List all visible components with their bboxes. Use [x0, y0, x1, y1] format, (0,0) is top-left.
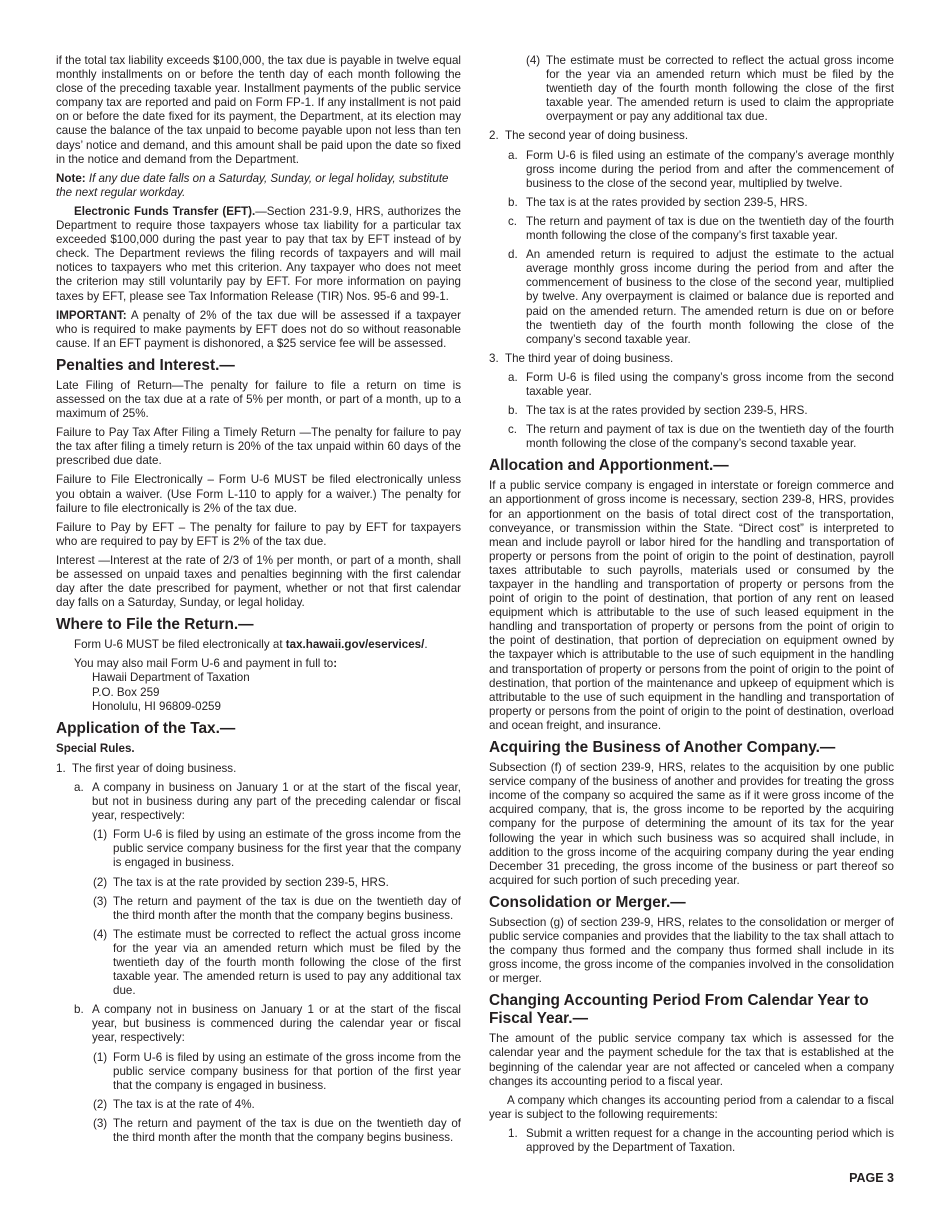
list-label: a. — [74, 780, 84, 794]
list-label: a. — [508, 148, 518, 162]
list-label: 1. — [508, 1126, 518, 1140]
list-label: b. — [508, 404, 518, 418]
list-text: The return and payment of the tax is due on the twentieth day of the third month after the month that the company begins business. — [113, 1116, 461, 1144]
acquiring-paragraph: Subsection (f) of section 239-9, HRS, relates to the acquisition by one public service company of the business of another and provides for treating the gross income of the company so acquired the same as if it were gross income of the acquired company, that is, the gross income to be reported by the acquiring company for the purpose of determining the amount of its tax for the year following the year in which such business was so acquired shall include, in addition to the gross income of the acquiring company during the year ending December 31 preceding, the gross income of the business or part thereof so acquired for such portion of such preceding year. — [489, 761, 894, 887]
list-text: A company not in business on January 1 or at the start of the fiscal year, but business is commenced during the calendar year or fiscal year, respectively: — [92, 1003, 461, 1045]
list-item-1b2 — [56, 1098, 461, 1112]
important-text: A penalty of 2% of the tax due will be assessed if a taxpayer who is required to make payments by EFT does not do so without reasonable cause. If an EFT payment is dishonored, a $25 service fee will be assessed. — [56, 308, 461, 350]
eft-paragraph — [56, 205, 461, 304]
list-label: (1) — [93, 1050, 108, 1064]
consolidation-heading: Consolidation or Merger.— — [489, 893, 686, 911]
page-number: PAGE 3 — [849, 1171, 894, 1185]
list-text: Form U-6 is filed using the company’s gross income from the second taxable year. — [526, 370, 894, 398]
list-text: The return and payment of tax is due on the twentieth day of the fourth month following the close of the company’s second taxable year. — [526, 423, 894, 451]
requirement-item-1 — [489, 1127, 894, 1155]
address-line-2: P.O. Box 259 — [92, 685, 160, 699]
list-item-2c — [489, 215, 894, 243]
list-label: a. — [508, 370, 518, 384]
consolidation-paragraph: Subsection (g) of section 239-9, HRS, relates to the consolidation or merger of public service companies and provides that the liability to the tax shall attach to the company thus formed and the company thus formed shall include in its gross income, the gross income of the companies involved in the consolidation or merger. — [489, 915, 894, 986]
list-text: The tax is at the rates provided by section 239-5, HRS. — [526, 195, 808, 209]
list-text: The first year of doing business. — [72, 761, 237, 775]
list-label: c. — [508, 423, 518, 437]
penalty-failure-to-pay: Failure to Pay Tax After Filing a Timely Return —The penalty for failure to pay the tax after filing a timely return is 20% of the tax unpaid within 60 days of the prescribed due date. — [56, 426, 461, 468]
list-text: The tax is at the rate provided by section 239-5, HRS. — [113, 875, 389, 889]
list-label: b. — [508, 195, 518, 209]
eft-text: —Section 231-9.9, HRS, authorizes the Department to require those taxpayers whose tax liability for a particular tax exceeded $100,000 during the past year to pay that tax by EFT instead of by check. The Department reviews the filing records of taxpayers and will mail notices to taxpayers who met this criterion. Any taxpayer who does not meet the criterion may still voluntarily pay by EFT. For more information on paying taxes by EFT, please see Tax Information Release (TIR) Nos. 95-6 and 99-1. — [56, 204, 462, 303]
list-label: (4) — [526, 54, 541, 67]
where-to-file-period: . — [424, 638, 428, 652]
address-line-1: Hawaii Department of Taxation — [92, 671, 250, 685]
changing-period-paragraph-2: A company which changes its accounting period from a calendar to a fiscal year is subject to the following requirements: — [489, 1093, 894, 1121]
list-label: c. — [508, 214, 518, 228]
list-label: (2) — [93, 875, 108, 889]
right-column — [489, 54, 894, 1160]
list-item-1b1 — [56, 1051, 461, 1093]
list-label: 1. — [56, 761, 66, 775]
interest-paragraph: Interest —Interest at the rate of 2/3 of 1% per month, or part of a month, shall be assessed on unpaid taxes and penalties beginning with the first calendar day after the date prescribed for payment, whether or not that first calendar day falls on a Saturday, Sunday, or legal holiday. — [56, 553, 461, 610]
mail-intro-colon: : — [333, 657, 338, 671]
list-text: An amended return is required to adjust the estimate to the actual average monthly gross income during the period from and after the commencement of business to the close of the second year, multiplied by twelve. Any overpayment is claimed or balance due is reported and paid on the amended return. The amended return is due on or before the twentieth day of the fourth month following the close of the company’s second taxable year. — [526, 248, 894, 346]
list-text: The tax is at the rate of 4%. — [113, 1097, 255, 1111]
list-text: The second year of doing business. — [505, 129, 689, 143]
note-label: Note: — [56, 171, 86, 185]
list-item-3a — [489, 371, 894, 399]
list-text: Form U-6 is filed by using an estimate of the gross income from the public service company business for the first year that the company is engaged in business. — [113, 828, 461, 870]
installments-paragraph: if the total tax liability exceeds $100,000, the tax due is payable in twelve equal monthly installments on or before the tenth day of each month following the close of the preceding taxable year. Installment payments of the public service company tax are reported and paid on Form FP-1. If any installment is not paid on or before the date fixed for its payment, the Department, at its election may cause the balance of the tax unpaid to become payable upon not less than ten days’ notice and demand, and this amount shall be paid upon the date so fixed in the notice and demand from the Department. — [56, 54, 461, 166]
important-label: IMPORTANT: — [56, 308, 127, 322]
allocation-heading: Allocation and Apportionment.— — [489, 457, 729, 475]
note-text: If any due date falls on a Saturday, Sunday, or legal holiday, substitute the next regular workday. — [56, 171, 449, 199]
list-text: The return and payment of tax is due on the twentieth day of the fourth month following the close of the company’s first taxable year. — [526, 214, 894, 243]
list-label: (3) — [93, 1116, 108, 1130]
left-column — [56, 54, 461, 1150]
list-item-3c — [489, 423, 894, 451]
list-text: The tax is at the rates provided by section 239-5, HRS. — [526, 404, 808, 418]
mailing-address-block — [74, 657, 461, 713]
where-to-file-line — [74, 638, 461, 652]
address-lines — [74, 671, 461, 713]
list-label: (3) — [93, 894, 108, 908]
application-heading: Application of the Tax.— — [56, 719, 236, 737]
special-rules-heading: Special Rules. — [56, 741, 135, 755]
list-item-1a1 — [56, 828, 461, 870]
list-item-1b — [56, 1003, 461, 1045]
list-item-1b4 — [489, 54, 894, 124]
allocation-paragraph: If a public service company is engaged in interstate or foreign commerce and an apportionment of gross income is necessary, section 239-8, HRS, provides for an apportionment on the basis of total direct cost of the transportation, conveyance, or transmission within the State. “Direct cost” is interpreted to mean and include payroll or labor hired for the handling and transportation of property or persons from the point of origin to the point of destination, payroll taxes attributable to such payrolls, materials used or consumed by the taxpayer in the handling and transportation of property or persons from the point of origin to the point of destination, that portion of any rent on leased equipment which is attributable to the use of such leased equipment in the handling and transportation of property or persons from the point of origin to the point of destination, that portion of depreciation on equipment owned by the taxpayer which is attributable to the use of such equipment in the handling and transportation of property or persons from the point of origin to the point of destination, that portion of the maintenance and upkeep of equipment which is attributable to the use of such equipment in the handling and transportation of property or persons from the point of origin to the point of destination, overload and ocean freight, and insurance. — [489, 479, 894, 732]
changing-period-heading: Changing Accounting Period From Calendar Year to Fiscal Year.— — [489, 992, 869, 1028]
list-item-1a4 — [56, 928, 461, 998]
where-to-file-heading: Where to File the Return.— — [56, 616, 254, 634]
list-text: A company in business on January 1 or at the start of the fiscal year, but not in business during any part of the preceding calendar or fiscal year, respectively: — [92, 780, 461, 823]
list-item-2d — [489, 248, 894, 347]
mail-intro — [74, 657, 461, 671]
list-item-2a — [489, 149, 894, 191]
where-to-file-text: Form U-6 MUST be filed electronically at — [74, 638, 286, 652]
penalty-pay-by-eft: Failure to Pay by EFT – The penalty for failure to pay by EFT for taxpayers who are required to pay by EFT is 2% of the tax due. — [56, 520, 461, 548]
list-text: The estimate must be corrected to reflect the actual gross income for the year via an amended return which must be filed by the twentieth day of the fourth month following the close of the first taxable year. The amended return is used to claim the appropriate overpayment or pay any additional tax due. — [546, 54, 894, 124]
list-label: b. — [74, 1003, 84, 1017]
list-item-1 — [56, 762, 461, 776]
list-item-1a2 — [56, 876, 461, 890]
list-text: The third year of doing business. — [505, 351, 674, 365]
list-item-1a3 — [56, 895, 461, 923]
list-item-1a — [56, 781, 461, 823]
penalty-file-electronically: Failure to File Electronically – Form U-6 MUST be filed electronically unless you obtain a waiver. (Use Form L-110 to apply for a waiver.) The penalty for failure to file electronically is 2% of the tax due. — [56, 473, 461, 515]
penalties-heading: Penalties and Interest.— — [56, 356, 235, 374]
list-text: The return and payment of the tax is due on the twentieth day of the third month after the month that the company begins business. — [113, 894, 461, 922]
note-paragraph — [56, 172, 461, 200]
list-label: (1) — [93, 828, 108, 842]
changing-period-paragraph-1: The amount of the public service company tax which is assessed for the calendar year and the payment schedule for the tax that is established at the beginning of the calendar year are not affected or canceled when a company changes its accounting period to a fiscal year. — [489, 1032, 894, 1088]
list-item-3b — [489, 404, 894, 418]
list-text: Form U-6 is filed by using an estimate of the gross income from the public service company business for that portion of the first year that the company is engaged in business. — [113, 1050, 461, 1092]
eft-label: Electronic Funds Transfer (EFT). — [74, 204, 256, 218]
list-label: d. — [508, 248, 518, 262]
acquiring-heading: Acquiring the Business of Another Company.— — [489, 739, 836, 757]
list-label: 2. — [489, 129, 499, 143]
list-label: 3. — [489, 351, 499, 365]
list-text: The estimate must be corrected to reflect the actual gross income for the year via an amended return which must be filed by the twentieth day of the fourth month following the close of the first taxable year. The amended return is used to pay any additional tax due. — [113, 927, 461, 998]
mail-intro-text: You may also mail Form U-6 and payment in full to — [74, 657, 334, 671]
list-label: (4) — [93, 927, 108, 941]
address-line-3: Honolulu, HI 96809-0259 — [92, 699, 221, 713]
list-item-2 — [489, 129, 894, 143]
eservices-link[interactable]: tax.hawaii.gov/eservices/ — [285, 638, 425, 652]
penalty-late-filing: Late Filing of Return—The penalty for failure to file a return on time is assessed on the tax due at a rate of 5% per month, or part of a month, up to a maximum of 25%. — [56, 378, 461, 421]
list-label: (2) — [93, 1097, 108, 1111]
list-item-3 — [489, 352, 894, 366]
list-text: Form U-6 is filed using an estimate of the company’s average monthly gross income during the period from and after the commencement of business to the close of the second year, multiplied by twelve. — [526, 148, 894, 190]
list-item-2b — [489, 196, 894, 210]
list-text: Submit a written request for a change in the accounting period which is approved by the Department of Taxation. — [526, 1126, 894, 1154]
list-item-1b3 — [56, 1117, 461, 1145]
important-paragraph — [56, 309, 461, 351]
